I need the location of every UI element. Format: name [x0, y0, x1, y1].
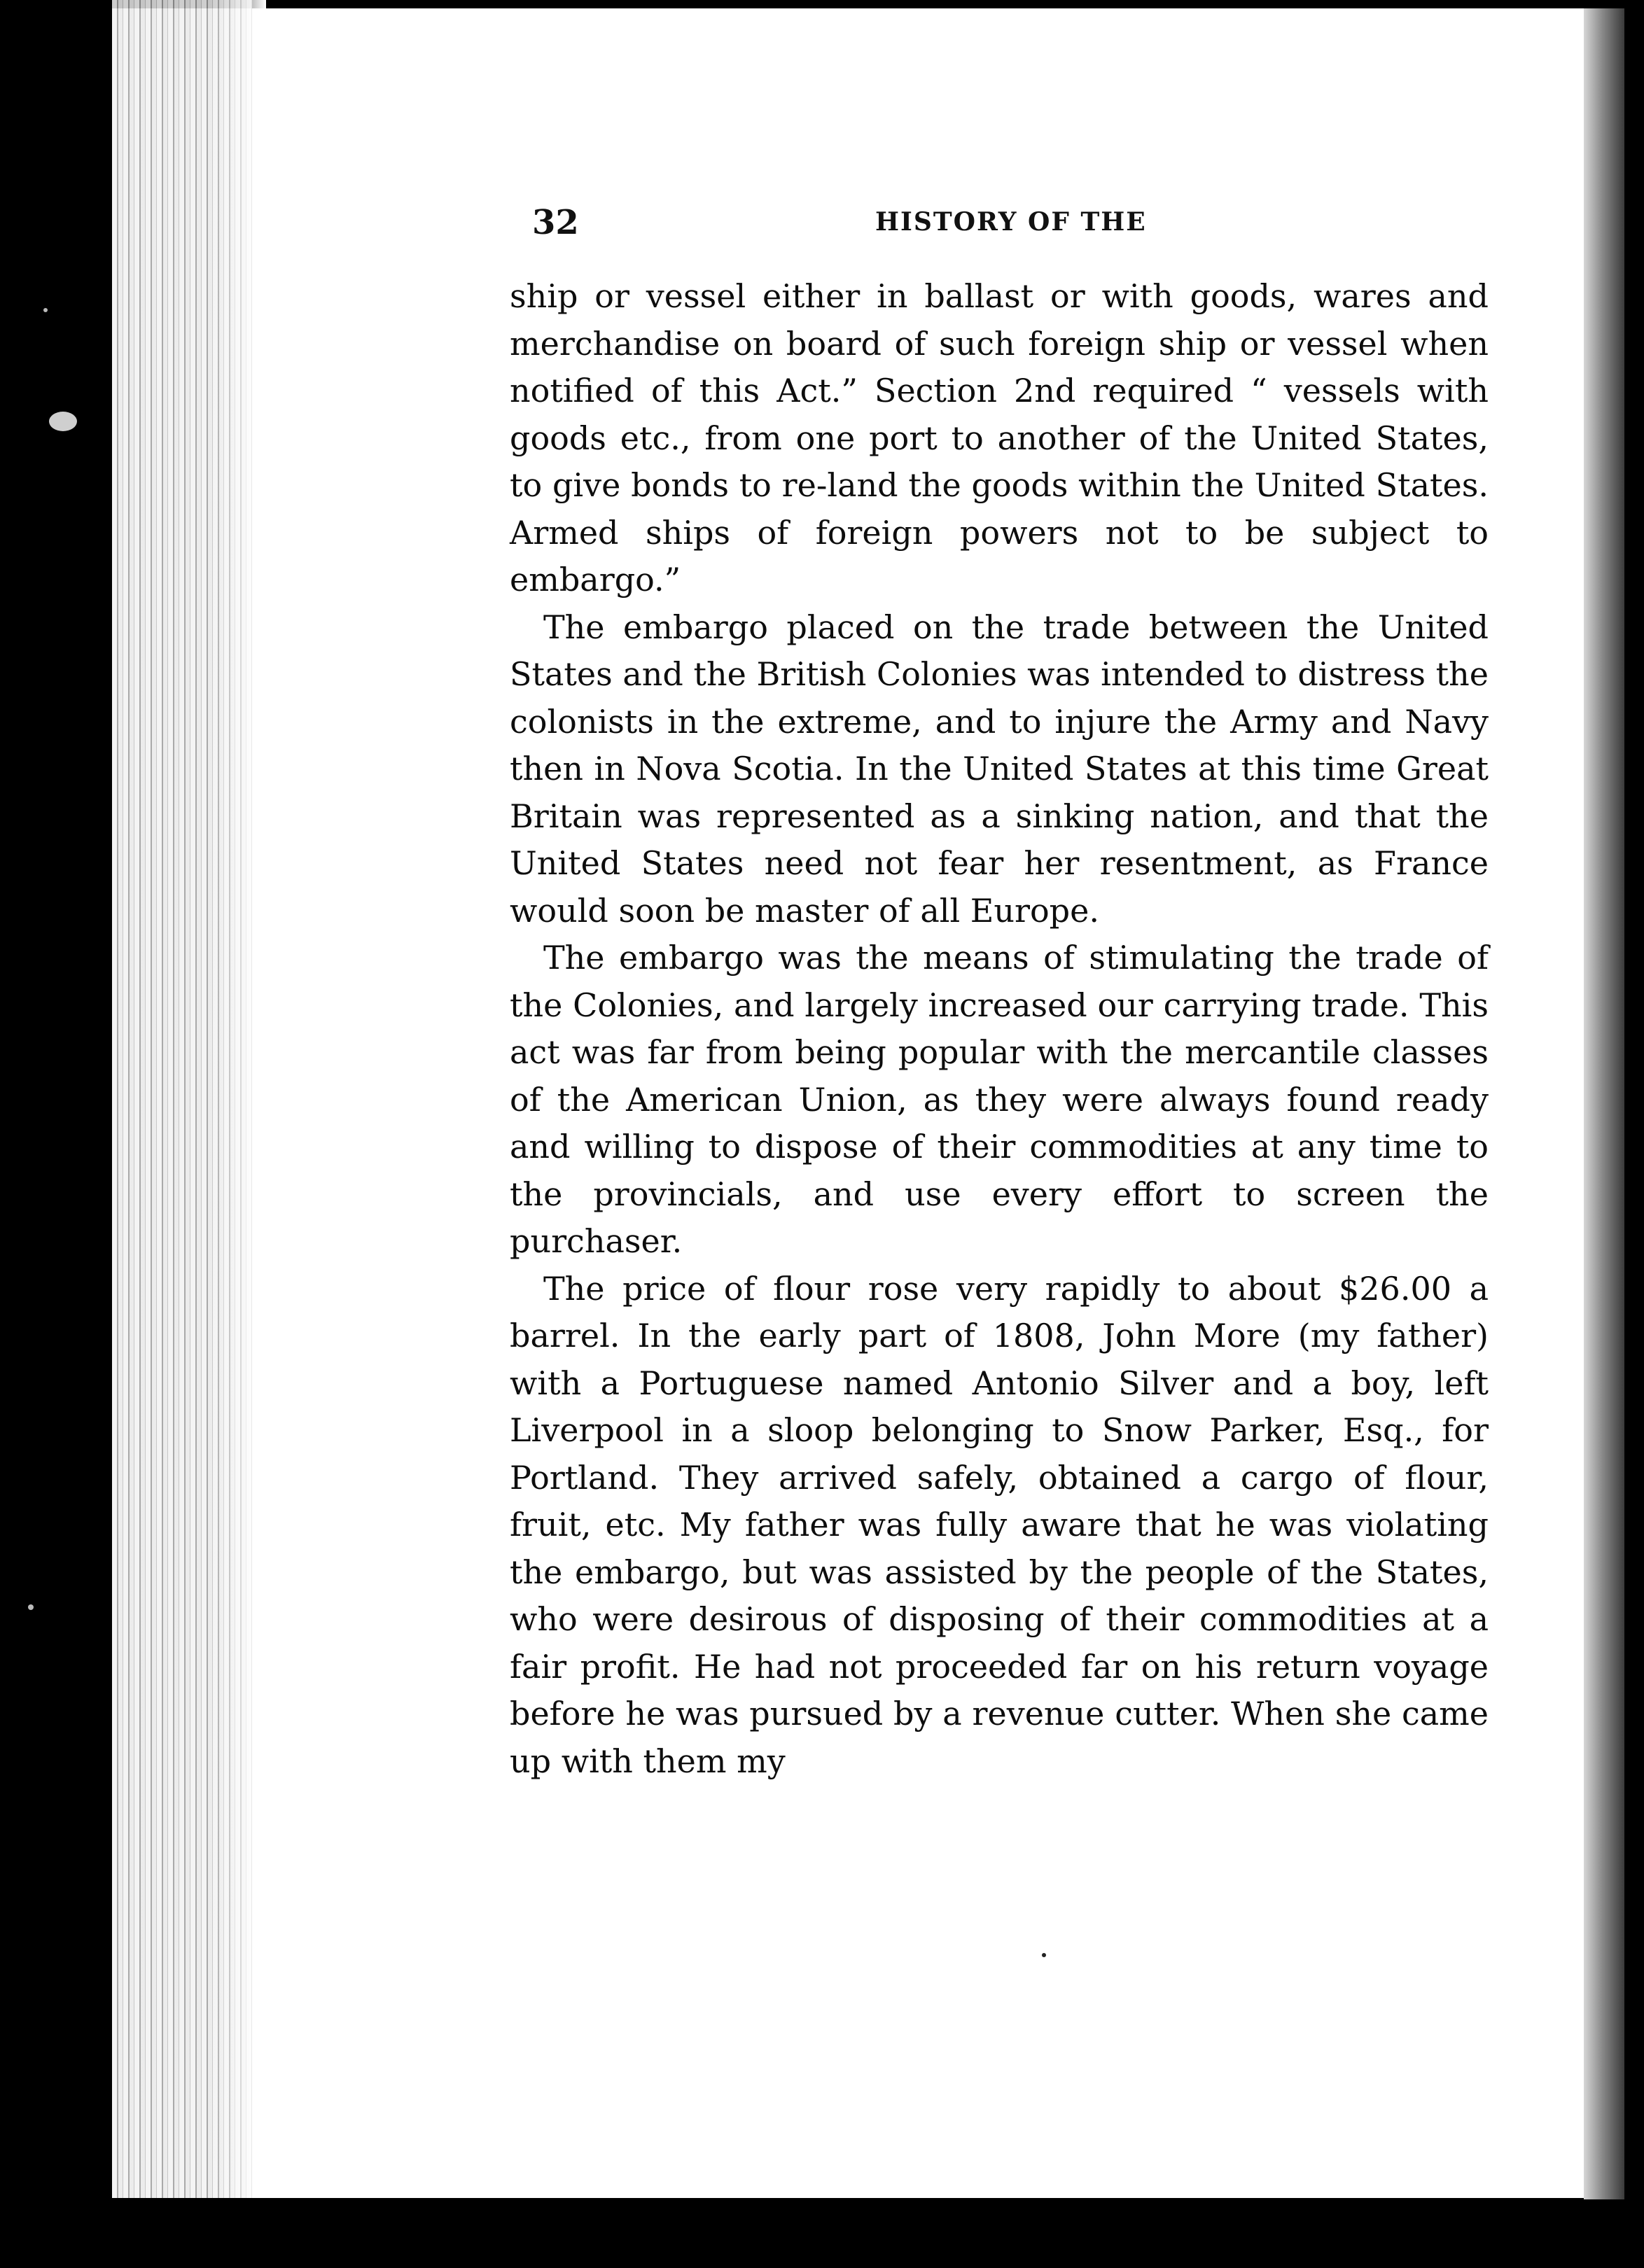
- scan-border-right: [1623, 0, 1644, 2268]
- dust-speck: [28, 1604, 34, 1610]
- dust-speck: [43, 308, 48, 312]
- dust-speck: [49, 412, 77, 431]
- scan-border-left: [0, 0, 112, 2268]
- spine-shadow: [1584, 8, 1624, 2199]
- page-edges-fade: [210, 0, 266, 2198]
- paragraph: The price of flour rose very rapidly to about $26.00 a barrel. In the early part of 1808, John More (my father) with a Portuguese named Antonio Silver and a boy, left Liverpool in a sloop belonging to Snow Parker, Esq., for Portland. They arrived safely, obtained a cargo of flour, fruit, etc. My father was fully aware that he was violating the embargo, but was assisted by the people of the States, who were desirous of disposing of their commodities at a fair profit. He had not proceeded far on his return voyage before he was pursued by a revenue cutter. When she came up with them my: [510, 1269, 1489, 1780]
- paragraph: ship or vessel either in ballast or with goods, wares and merchandise on board of such foreign ship or vessel when notified of this Act.” Section 2nd required “ vessels with goods etc., from one port to another of the United States, to give bonds to re-land the goods within the United States. Armed ships of foreign powers not to be subject to embargo.”: [510, 277, 1489, 598]
- scan-border-bottom: [0, 2198, 1644, 2268]
- running-head: [532, 203, 1484, 245]
- paragraph: The embargo was the means of stimulating the trade of the Colonies, and largely increased our carrying trade. This act was far from being popular with the mercantile classes of the American Union, as they were always found ready and willing to dispose of their commodities at any time to the provincials, and use every effort to screen the purchaser.: [510, 939, 1489, 1260]
- scan-border-top: [112, 0, 1644, 8]
- body-text: [510, 273, 1489, 1785]
- dust-speck: [1042, 1953, 1046, 1957]
- running-title: HISTORY OF THE: [875, 207, 1147, 237]
- paragraph: The embargo placed on the trade between the United States and the British Colonies was intended to distress the colonists in the extreme, and to injure the Army and Navy then in Nova Scotia. In the United States at this time Great Britain was represented as a sinking nation, and that the United States need not fear her resentment, as France would soon be master of all Europe.: [510, 608, 1489, 930]
- page-number: 32: [532, 203, 579, 242]
